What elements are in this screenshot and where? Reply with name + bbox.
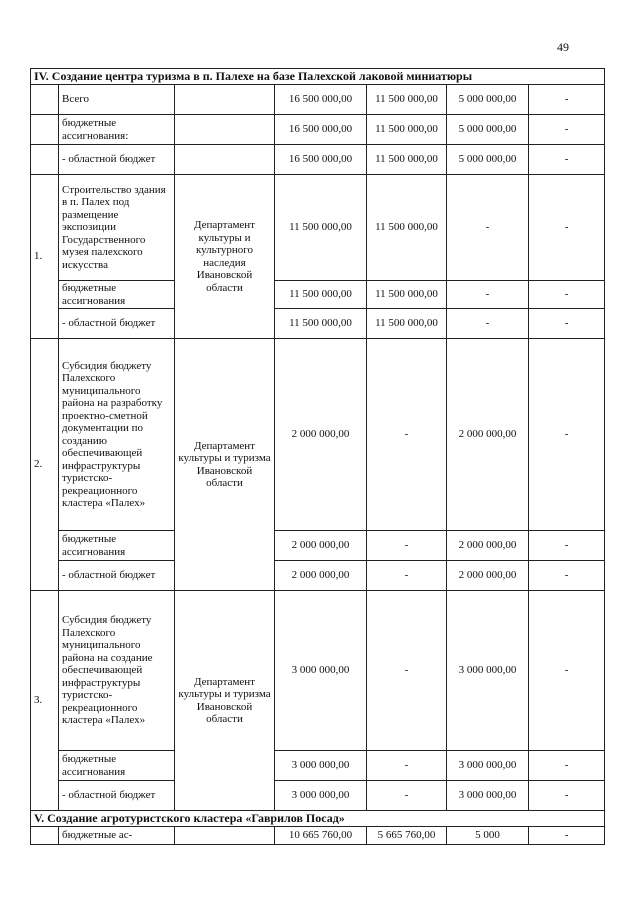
row-description: Всего [59,85,175,115]
section-title: V. Создание агротуристского кластера «Гаврилов Посад» [31,811,605,827]
table-row [31,339,605,531]
year2-cell: 3 000 000,00 [447,591,529,751]
year3-cell: - [529,531,605,561]
year2-cell: - [447,281,529,309]
year1-cell: - [367,339,447,531]
total-cell: 16 500 000,00 [275,85,367,115]
section-title: IV. Создание центра туризма в п. Палехе на базе Палехской лаковой миниатюры [31,69,605,85]
year1-cell: 11 500 000,00 [367,115,447,145]
total-cell: 2 000 000,00 [275,561,367,591]
table-row [31,561,605,591]
year3-cell: - [529,145,605,175]
year2-cell: 5 000 000,00 [447,115,529,145]
row-description: - областной бюджет [59,145,175,175]
table-row [31,145,605,175]
year3-cell: - [529,561,605,591]
year2-cell: 3 000 000,00 [447,781,529,811]
row-description: Строительство здания в п. Палех под размещение экспозиции Государственного музея палехского искусства [59,175,175,281]
total-cell: 16 500 000,00 [275,115,367,145]
year1-cell: 11 500 000,00 [367,281,447,309]
year1-cell: 11 500 000,00 [367,175,447,281]
row-description: бюджетные ас- [59,827,175,845]
section-header-row [31,69,605,85]
table-row [31,781,605,811]
table-row [31,751,605,781]
row-description: - областной бюджет [59,309,175,339]
year3-cell: - [529,781,605,811]
row-description: бюджетные ассигнования [59,281,175,309]
year2-cell: - [447,309,529,339]
row-number [31,827,59,845]
row-executor: Департамент культуры и культурного наследия Ивановской области [175,175,275,339]
total-cell: 10 665 760,00 [275,827,367,845]
table-row [31,115,605,145]
year3-cell: - [529,339,605,531]
row-number: 3. [31,591,59,811]
budget-table [30,68,605,845]
total-cell: 11 500 000,00 [275,175,367,281]
year2-cell: 5 000 000,00 [447,145,529,175]
year1-cell: 11 500 000,00 [367,145,447,175]
year3-cell: - [529,309,605,339]
row-number [31,115,59,145]
row-description: бюджетные ассигнования [59,751,175,781]
year2-cell: 2 000 000,00 [447,531,529,561]
row-description: бюджетные ассигнования [59,531,175,561]
row-description: Субсидия бюджету Палехского муниципального района на разработку проектно-сметной документации по созданию обеспечивающей инфраструктуры туристско-рекреационного кластера «Палех» [59,339,175,531]
table-row [31,175,605,281]
year2-cell: 3 000 000,00 [447,751,529,781]
year2-cell: 2 000 000,00 [447,339,529,531]
row-number [31,85,59,115]
year3-cell: - [529,751,605,781]
table-row [31,531,605,561]
row-executor [175,145,275,175]
row-description: бюджетные ассигнования: [59,115,175,145]
year1-cell: 11 500 000,00 [367,85,447,115]
row-number: 2. [31,339,59,591]
year3-cell: - [529,281,605,309]
year1-cell: - [367,531,447,561]
year1-cell: 5 665 760,00 [367,827,447,845]
year1-cell: - [367,781,447,811]
section-header-row [31,811,605,827]
row-number [31,145,59,175]
row-executor: Департамент культуры и туризма Ивановской области [175,339,275,591]
year3-cell: - [529,175,605,281]
row-description: - областной бюджет [59,561,175,591]
year3-cell: - [529,827,605,845]
row-executor: Департамент культуры и туризма Ивановской области [175,591,275,811]
row-executor [175,115,275,145]
table-row [31,827,605,845]
row-description: - областной бюджет [59,781,175,811]
year3-cell: - [529,591,605,751]
table-row [31,309,605,339]
year2-cell: 5 000 000,00 [447,85,529,115]
table-row [31,85,605,115]
year3-cell: - [529,85,605,115]
table-row [31,281,605,309]
year2-cell: 2 000 000,00 [447,561,529,591]
year1-cell: - [367,751,447,781]
total-cell: 11 500 000,00 [275,309,367,339]
total-cell: 2 000 000,00 [275,531,367,561]
total-cell: 3 000 000,00 [275,591,367,751]
table-row [31,591,605,751]
year1-cell: - [367,591,447,751]
total-cell: 2 000 000,00 [275,339,367,531]
row-executor [175,827,275,845]
year1-cell: 11 500 000,00 [367,309,447,339]
total-cell: 3 000 000,00 [275,751,367,781]
total-cell: 3 000 000,00 [275,781,367,811]
year1-cell: - [367,561,447,591]
total-cell: 11 500 000,00 [275,281,367,309]
row-number: 1. [31,175,59,339]
row-description: Субсидия бюджету Палехского муниципального района на создание обеспечивающей инфраструктуры туристско-рекреационного кластера «Палех» [59,591,175,751]
year3-cell: - [529,115,605,145]
year2-cell: 5 000 [447,827,529,845]
row-executor [175,85,275,115]
year2-cell: - [447,175,529,281]
total-cell: 16 500 000,00 [275,145,367,175]
page-number: 49 [557,40,569,54]
